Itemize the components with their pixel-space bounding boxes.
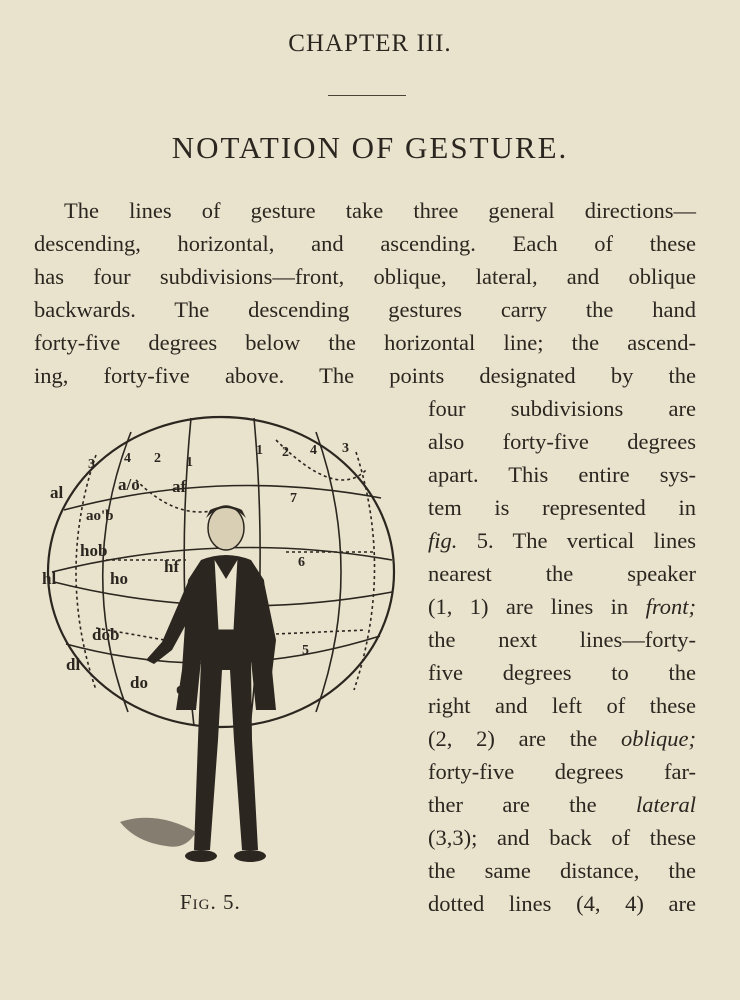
label-5: 5 <box>302 643 309 658</box>
text-line: right and left of these <box>428 693 696 718</box>
label-af: af <box>172 477 187 496</box>
text-line: backwards. The descending gestures carry the hand <box>34 297 696 322</box>
text-line: forty-five degrees below the horizontal line; the ascend- <box>34 330 696 355</box>
text-line: ther are the lateral <box>428 792 696 817</box>
label-al: al <box>50 483 64 502</box>
chapter-heading: CHAPTER III. <box>288 30 452 57</box>
label-aob: ao'b <box>86 508 114 524</box>
text-line: four subdivisions are <box>428 396 696 421</box>
figure-caption: Fig. 5. <box>180 890 241 914</box>
gesture-sphere-illustration <box>36 410 406 890</box>
label-4-right: 4 <box>310 443 317 458</box>
label-3-right: 3 <box>342 441 349 456</box>
label-dl: dl <box>66 655 81 674</box>
label-dob: dob <box>92 625 120 644</box>
text-line: also forty-five degrees <box>428 429 696 454</box>
meridian-back-right <box>354 452 375 690</box>
label-2-left: 2 <box>154 451 161 466</box>
dotted-line <box>276 630 366 634</box>
text-line: forty-five degrees far- <box>428 759 696 784</box>
label-7: 7 <box>290 491 297 506</box>
label-6: 6 <box>298 555 305 570</box>
label-3-left: 3 <box>88 457 95 472</box>
text-line: dotted lines (4, 4) are <box>428 891 696 916</box>
label-ao: a/o <box>118 475 140 494</box>
text-line: fig. 5. The vertical lines <box>428 528 696 553</box>
text-line: The lines of gesture take three general directions— <box>64 198 696 223</box>
shadow <box>120 818 196 847</box>
divider-rule <box>328 95 406 96</box>
text-line: the same distance, the <box>428 858 696 883</box>
label-df: df <box>176 679 192 698</box>
label-hl: hl <box>42 569 57 588</box>
label-do: do <box>130 673 148 692</box>
text-line: tem is represented in <box>428 495 696 520</box>
text-line: (3,3); and back of these <box>428 825 696 850</box>
label-2-right: 2 <box>282 445 289 460</box>
label-1-right: 1 <box>256 443 263 458</box>
text-line: (1, 1) are lines in front; <box>428 594 696 619</box>
chapter-title: NOTATION OF GESTURE. <box>171 130 569 165</box>
text-line: ing, forty-five above. The points designated by the <box>34 363 696 388</box>
label-4-left: 4 <box>124 451 131 466</box>
label-ho: ho <box>110 569 128 588</box>
text-line: has four subdivisions—front, oblique, lateral, and oblique <box>34 264 696 289</box>
text-line: (2, 2) are the oblique; <box>428 726 696 751</box>
text-line: five degrees to the <box>428 660 696 685</box>
text-line: the next lines—forty- <box>428 627 696 652</box>
fig-reference: fig. <box>428 528 458 553</box>
text-line: apart. This entire sys- <box>428 462 696 487</box>
label-1-left: 1 <box>186 455 193 470</box>
label-hob: hob <box>80 541 108 560</box>
label-hf: hf <box>164 557 180 576</box>
text-line: nearest the speaker <box>428 561 696 586</box>
figure-gesture-sphere <box>36 410 406 890</box>
text-line: descending, horizontal, and ascending. Each of these <box>34 231 696 256</box>
